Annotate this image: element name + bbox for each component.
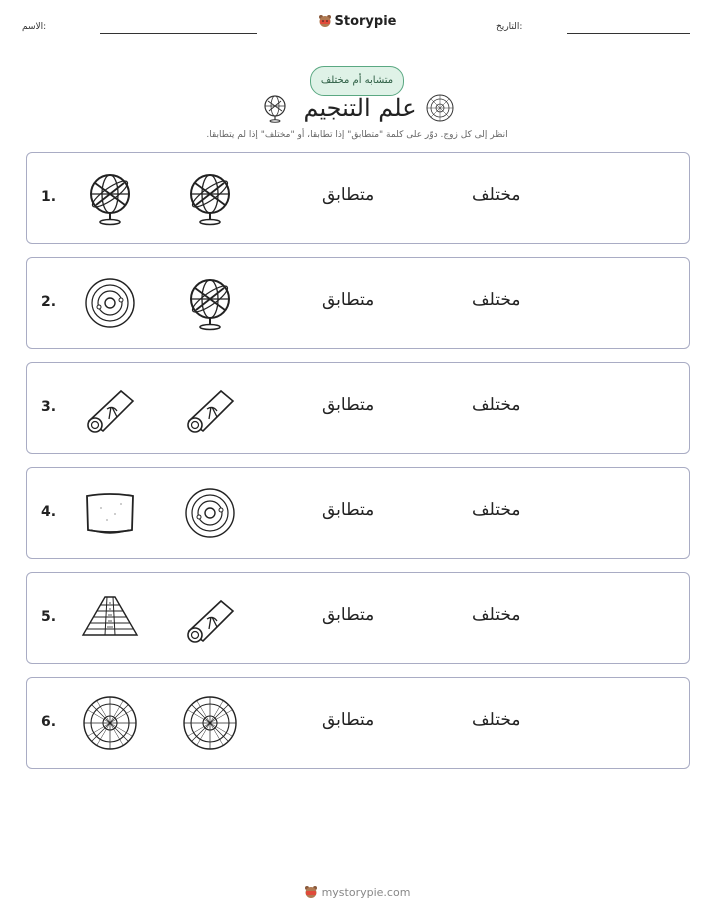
match-option[interactable]: متطابق	[322, 395, 375, 415]
different-option[interactable]: مختلف	[472, 500, 521, 520]
item-card	[26, 257, 690, 349]
different-option[interactable]: مختلف	[472, 710, 521, 730]
name-line[interactable]	[100, 33, 257, 34]
item-card	[26, 467, 690, 559]
tablet-icon	[81, 484, 139, 542]
date-line[interactable]	[567, 33, 690, 34]
name-label: الاسم:	[22, 22, 47, 32]
item-number: 1.	[41, 189, 57, 205]
item-number: 2.	[41, 294, 57, 310]
title-row	[0, 90, 714, 126]
item-card	[26, 677, 690, 769]
brand-logo	[0, 13, 714, 32]
different-option[interactable]: مختلف	[472, 395, 521, 415]
zodiac-wheel-icon	[425, 93, 455, 123]
scroll-icon	[81, 379, 139, 437]
orbit-icon	[181, 484, 239, 542]
item-number: 3.	[41, 399, 57, 415]
globe-icon	[81, 169, 139, 227]
worksheet-type-badge: متشابه أم مختلف	[310, 66, 404, 96]
different-option[interactable]: مختلف	[472, 290, 521, 310]
bear-icon	[318, 14, 332, 28]
item-card	[26, 572, 690, 664]
different-option[interactable]: مختلف	[472, 185, 521, 205]
scroll-icon	[181, 589, 239, 647]
match-option[interactable]: متطابق	[322, 605, 375, 625]
item-number: 4.	[41, 504, 57, 520]
different-option[interactable]: مختلف	[472, 605, 521, 625]
scroll-icon	[181, 379, 239, 437]
pyramid-icon	[81, 589, 139, 647]
globe-icon	[260, 93, 290, 123]
bear-icon	[304, 885, 318, 899]
globe-icon	[181, 169, 239, 227]
brand-name: Storypie	[334, 13, 397, 29]
footer	[0, 885, 714, 902]
instructions: انظر إلى كل زوج. دوّر على كلمة "متطابق" إذا تطابقا، أو "مختلف" إذا لم يتطابقا.	[206, 130, 508, 140]
item-card	[26, 362, 690, 454]
orbit-icon	[81, 274, 139, 332]
page-title: علم التنجيم	[303, 94, 417, 122]
date-label: التاريخ:	[496, 22, 523, 32]
zodiac-icon	[81, 694, 139, 752]
footer-url[interactable]: mystorypie.com	[321, 885, 411, 899]
match-option[interactable]: متطابق	[322, 710, 375, 730]
match-option[interactable]: متطابق	[322, 500, 375, 520]
match-option[interactable]: متطابق	[322, 185, 375, 205]
match-option[interactable]: متطابق	[322, 290, 375, 310]
globe-icon	[181, 274, 239, 332]
item-card	[26, 152, 690, 244]
zodiac-icon	[181, 694, 239, 752]
item-number: 5.	[41, 609, 57, 625]
item-number: 6.	[41, 714, 57, 730]
